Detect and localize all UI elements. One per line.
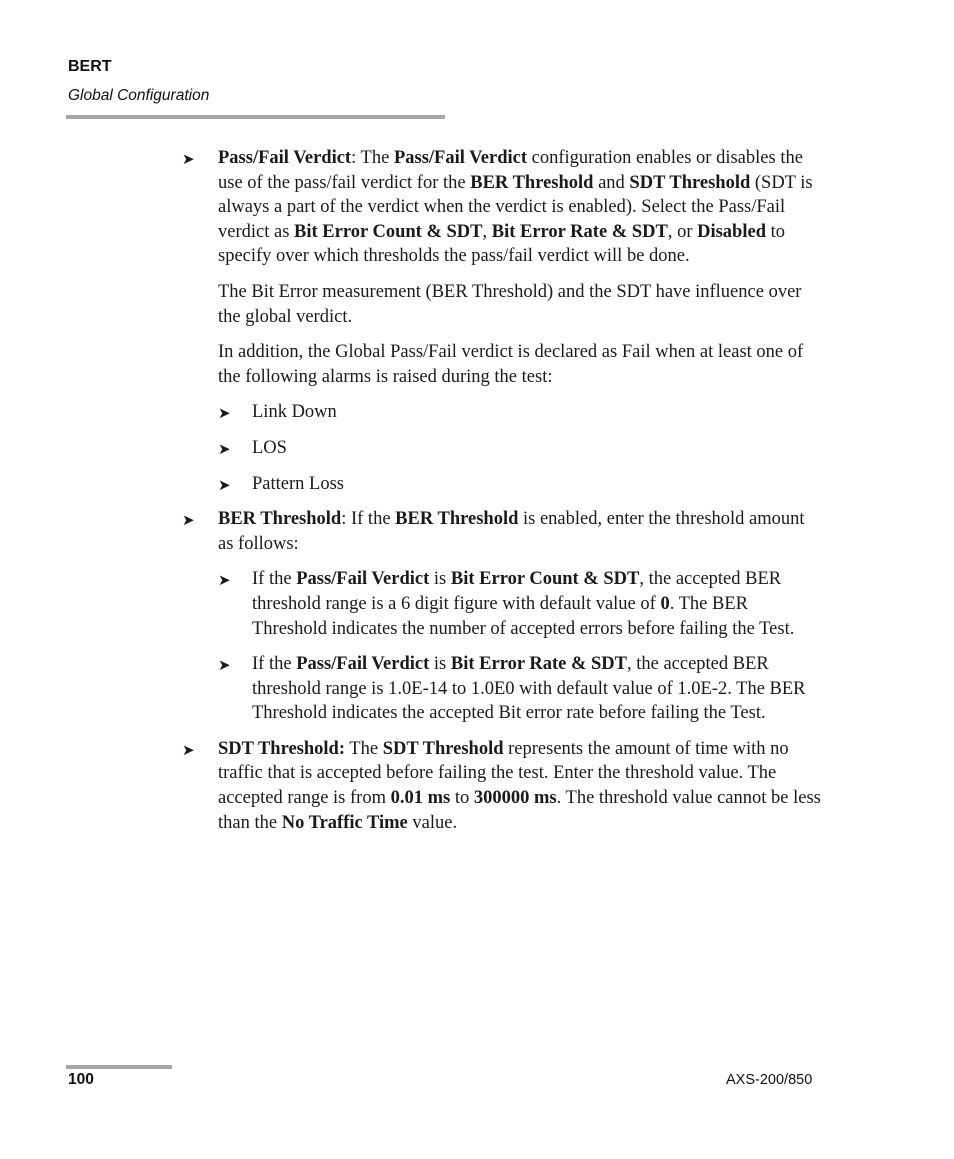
arrow-bullet-icon: ➤ <box>218 475 231 494</box>
alarm-los: LOS <box>252 437 287 458</box>
page-content <box>182 146 822 846</box>
term: Bit Error Count & SDT <box>450 569 640 590</box>
text: is <box>429 654 451 675</box>
text: is <box>429 569 451 590</box>
chapter-title: BERT <box>68 58 112 75</box>
term: SDT Threshold <box>382 738 504 759</box>
term: 0 <box>660 593 670 614</box>
text: : If the <box>341 509 396 530</box>
alarm-pattern-loss: Pattern Loss <box>252 473 344 494</box>
footer-rule <box>66 1065 172 1069</box>
term: Pass/Fail Verdict <box>296 654 430 675</box>
term: BER Threshold <box>395 509 519 530</box>
text: , <box>482 221 492 242</box>
term: 0.01 ms <box>390 788 451 809</box>
text: value. <box>407 812 458 833</box>
text: , the accepted BER threshold range is 1.0E-14 to 1.0E0 with default value of 1.0E-2. The BER Threshold indicates the accepted Bit error rate before failing the Test. <box>252 654 806 724</box>
text: represents the amount of time with no traffic that is accepted before failing the test. Enter the threshold value. The accepted range is from <box>218 738 789 809</box>
bit-error-rate-text <box>252 654 806 723</box>
text: . The threshold value cannot be less than the <box>218 788 821 833</box>
header-rule <box>66 115 445 119</box>
ber-sdt-influence-paragraph: The Bit Error measurement (BER Threshold) and the SDT have influence over the global verdict. <box>218 281 802 327</box>
term: BER Threshold <box>218 509 342 530</box>
text: to <box>450 788 474 809</box>
bullet-sdt-threshold <box>182 737 822 835</box>
text: , the accepted BER threshold range is a 6 digit figure with default value of <box>252 569 782 614</box>
list-item <box>218 567 822 641</box>
text: and <box>593 172 630 193</box>
term: BER Threshold <box>470 172 594 193</box>
alarm-list <box>218 400 822 496</box>
arrow-bullet-icon: ➤ <box>182 511 195 530</box>
arrow-bullet-icon: ➤ <box>218 439 231 458</box>
list-item <box>218 652 822 726</box>
bullet-ber-threshold <box>182 507 822 726</box>
arrow-bullet-icon: ➤ <box>182 150 195 168</box>
arrow-bullet-icon: ➤ <box>218 571 231 590</box>
term: No Traffic Time <box>281 812 408 833</box>
text: : The <box>351 148 394 168</box>
term: Pass/Fail Verdict <box>393 148 528 168</box>
text: to specify over which thresholds the pass/fail verdict will be done. <box>218 221 786 267</box>
bullet-pass-fail-verdict <box>182 146 822 496</box>
term: Bit Error Count & SDT <box>294 221 483 242</box>
ber-threshold-paragraph <box>218 507 822 556</box>
bit-error-count-text <box>252 569 794 638</box>
text: is enabled, enter the threshold amount as follows: <box>218 509 805 554</box>
term: Pass/Fail Verdict <box>296 569 430 590</box>
text: (SDT is always a part of the verdict when the verdict is enabled). Select the Pass/Fail verdict as <box>218 172 813 242</box>
alarm-link-down: Link Down <box>252 402 337 423</box>
arrow-bullet-icon: ➤ <box>218 404 231 423</box>
text: If the <box>252 654 297 675</box>
text: If the <box>252 569 297 590</box>
list-item <box>218 400 822 425</box>
text: , or <box>667 221 698 242</box>
page-number: 100 <box>68 1071 94 1088</box>
text: . The BER Threshold indicates the number of accepted errors before failing the Test. <box>252 593 795 639</box>
term: Pass/Fail Verdict <box>218 148 352 168</box>
arrow-bullet-icon: ➤ <box>182 740 195 759</box>
term: Bit Error Rate & SDT <box>450 654 627 675</box>
sdt-threshold-paragraph <box>218 737 822 835</box>
list-item <box>218 472 822 497</box>
arrow-bullet-icon: ➤ <box>218 656 231 675</box>
ber-threshold-sublist <box>218 567 822 726</box>
product-model: AXS-200/850 <box>726 1072 813 1088</box>
term: Bit Error Rate & SDT <box>491 221 668 242</box>
list-item <box>218 436 822 461</box>
section-subtitle: Global Configuration <box>68 87 210 104</box>
term: SDT Threshold <box>629 172 751 193</box>
term: Disabled <box>697 221 766 242</box>
alarms-intro-paragraph: In addition, the Global Pass/Fail verdict is declared as Fail when at least one of the following alarms is raised during the test: <box>218 342 804 387</box>
text: configuration enables or disables the use of the pass/fail verdict for the <box>218 148 803 193</box>
text: The <box>345 738 383 759</box>
term: 300000 ms <box>473 788 557 809</box>
pass-fail-paragraph <box>218 146 822 269</box>
term: SDT Threshold: <box>218 738 345 759</box>
